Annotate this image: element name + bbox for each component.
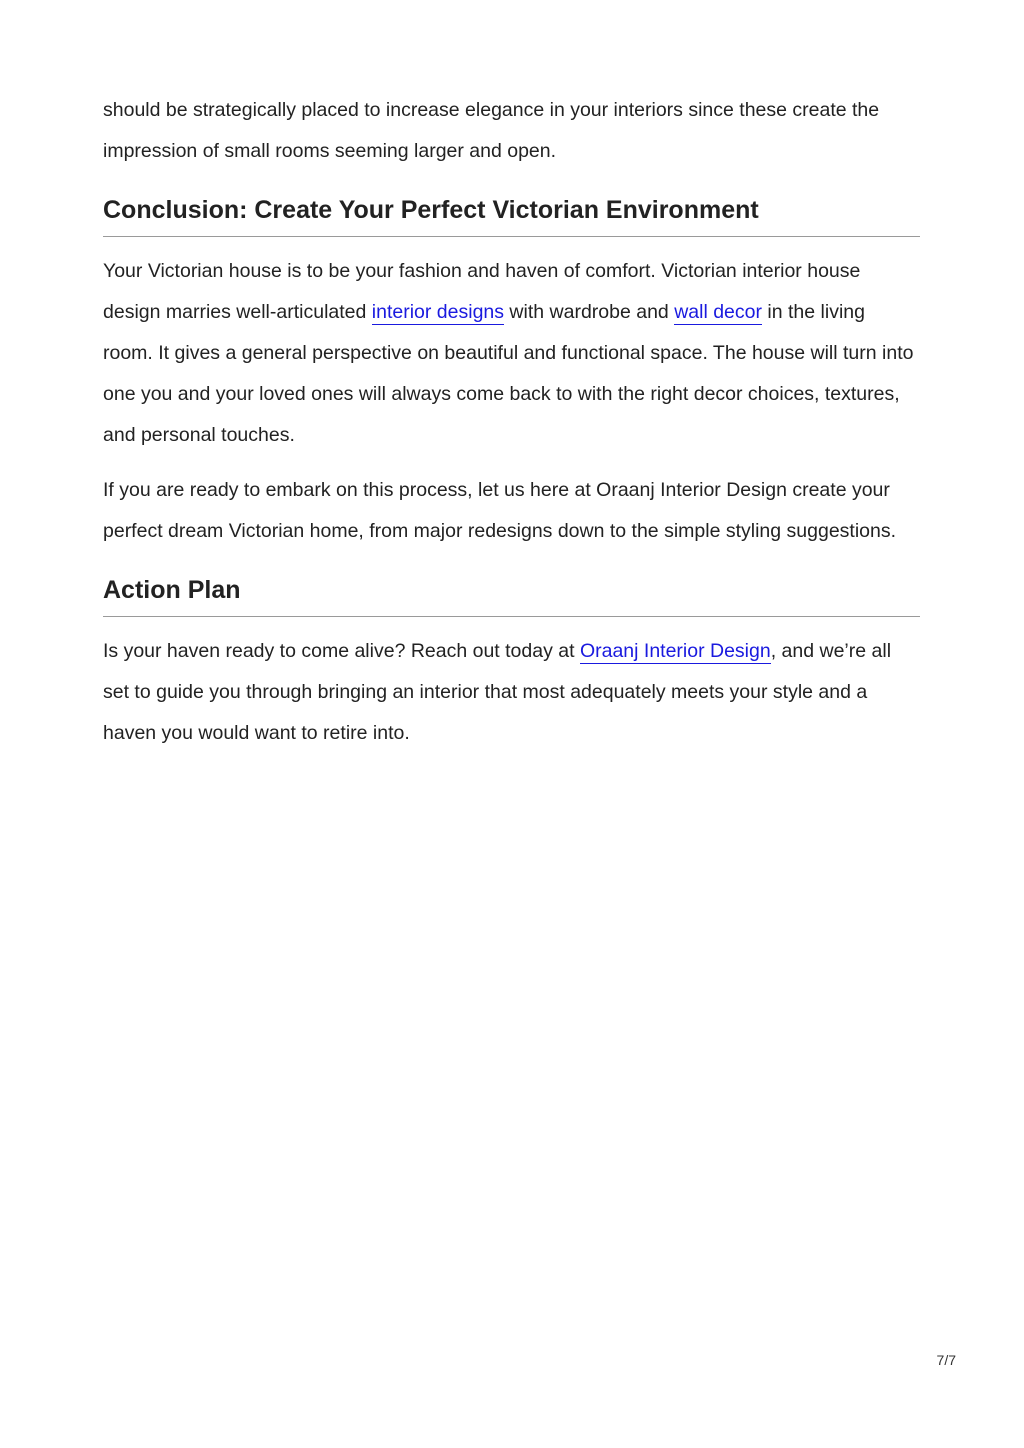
conclusion-p1-text-2: with wardrobe and <box>504 301 675 323</box>
conclusion-paragraph-1 <box>103 251 920 456</box>
wall-decor-link[interactable]: wall decor <box>674 301 762 323</box>
action-plan-section-header <box>103 572 920 617</box>
conclusion-heading: Conclusion: Create Your Perfect Victorian Environment <box>103 192 920 237</box>
action-plan-text-1: Is your haven ready to come alive? Reach out today at <box>103 640 580 662</box>
interior-designs-link[interactable]: interior designs <box>371 301 505 323</box>
conclusion-section-header <box>103 192 920 237</box>
conclusion-p1-text-1: Your Victorian house is to be your fashion and haven of comfort. Victorian interior house design marries well-articulated <box>103 260 861 323</box>
action-plan-text-2: , and we’re all set to guide you through bringing an interior that most adequately meets your style and a haven you would want to retire into. <box>103 640 892 744</box>
document-page <box>103 90 920 768</box>
conclusion-p1-text-3: in the living room. It gives a general perspective on beautiful and functional space. The house will turn into one you and your loved ones will always come back to with the right decor choices, textures, and personal touches. <box>103 301 914 446</box>
intro-paragraph: should be strategically placed to increase elegance in your interiors since these create the impression of small rooms seeming larger and open. <box>103 99 880 162</box>
action-plan-heading: Action Plan <box>103 572 920 617</box>
action-plan-paragraph <box>103 631 920 754</box>
oraanj-interior-design-link[interactable]: Oraanj Interior Design <box>579 640 771 662</box>
page-number: 7/7 <box>936 1352 956 1368</box>
conclusion-paragraph-2: If you are ready to embark on this process, let us here at Oraanj Interior Design create your perfect dream Victorian home, from major redesigns down to the simple styling suggestions. <box>103 479 897 542</box>
